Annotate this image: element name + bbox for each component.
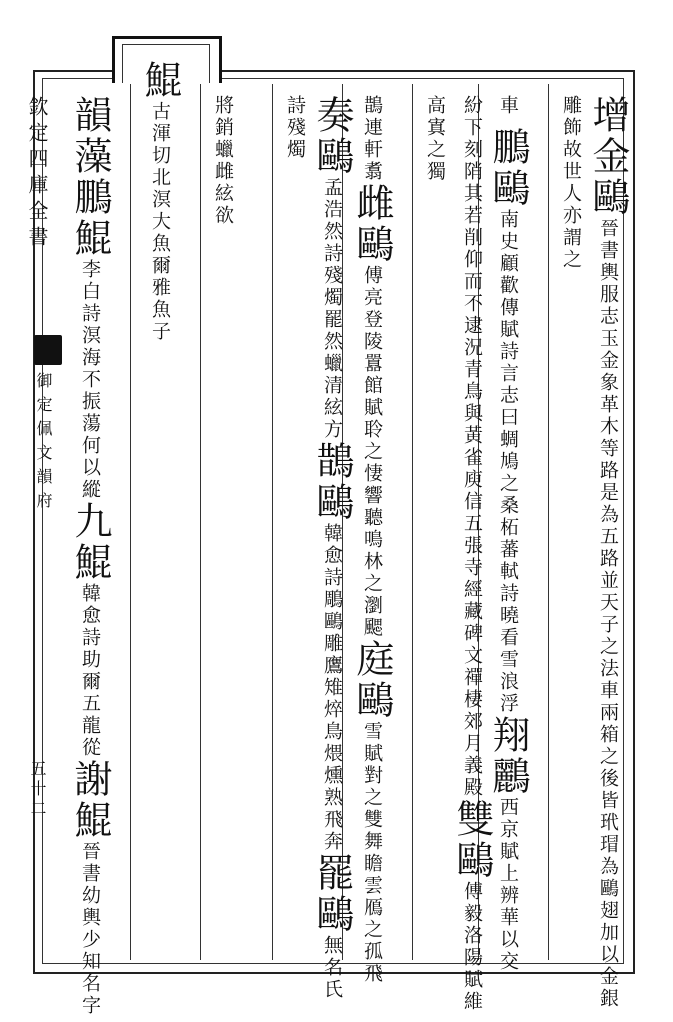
entry-text: 孟浩然詩殘燭罷然蠟清絃方	[321, 177, 343, 441]
text-column-3	[420, 95, 494, 1022]
entry-heading: 奏鷗	[310, 95, 354, 177]
column-divider	[548, 84, 549, 960]
entry-text: 古渾切北溟大魚爾雅魚子	[149, 101, 171, 343]
entry-text: 傅毅洛陽賦維高寘之獨	[424, 95, 483, 1013]
column-divider	[272, 84, 273, 960]
entry-text: 鵲連軒翥	[361, 95, 383, 183]
text-column-4	[350, 95, 394, 985]
column-divider	[412, 84, 413, 960]
entry-text: 車	[497, 95, 519, 117]
entry-text: 雪賦對之雙舞瞻雲鴈之孤飛	[361, 721, 383, 985]
entry-text: 李白詩溟海不振蕩何以縱	[79, 259, 101, 501]
entry-heading: 庭鷗	[350, 639, 394, 721]
page-number: 五十二	[28, 760, 47, 820]
side-subtitle: 御定佩文韻府	[34, 372, 53, 516]
column-divider	[130, 84, 131, 960]
entry-text: 韓愈詩鵰鷗雕鷹雉焠鳥煨燻熟飛奔	[321, 523, 343, 853]
side-black-mark	[34, 335, 62, 365]
entry-text: 傅亮登陵囂館賦聆之悽響聽鳴林之瀏颸	[361, 265, 383, 639]
entry-text: 無名氏詩殘燭	[284, 95, 343, 1001]
text-column-6	[208, 95, 238, 227]
side-title: 欽定四庫全書	[25, 96, 49, 252]
text-column-5	[280, 95, 354, 1022]
entry-heading: 雙鷗	[450, 799, 494, 881]
entry-heading: 韻藻鵬鯤	[68, 95, 112, 259]
entry-heading: 鯤	[138, 60, 182, 101]
entry-heading: 九鯤	[68, 501, 112, 583]
entry-text: 南史顧歡傳賦詩言志曰蜩鳩之桑柘蕃軾詩曉看雪浪浮	[497, 209, 519, 715]
entry-heading: 鵲鷗	[310, 441, 354, 523]
entry-text: 晉書輿服志玉金象革木等路是為五路並天子之法車兩箱之後皆玳瑁為鷗翅加以金銀雕飾故世人亦謂之	[560, 95, 619, 1010]
text-column-8	[68, 95, 112, 1017]
entry-text: 西京賦上辨華以交	[497, 797, 519, 973]
entry-text: 將銷蠟雌絃欲	[212, 95, 234, 227]
entry-text: 晉書幼輿少知名字	[79, 841, 101, 1017]
entry-heading: 謝鯤	[68, 759, 112, 841]
entry-text: 韓愈詩助爾五龍從	[79, 583, 101, 759]
text-column-1	[556, 95, 630, 1022]
entry-heading: 翔鸝	[486, 715, 530, 797]
entry-text: 紛下刻陗其若削仰而不逮況青鳥與黃雀庾信五張寺經藏碑文禪棲郊月義殿	[461, 95, 483, 799]
entry-heading: 增金鷗	[586, 95, 630, 218]
entry-heading: 雌鷗	[350, 183, 394, 265]
text-column-7	[138, 60, 182, 343]
entry-heading: 鵬鷗	[486, 127, 530, 209]
entry-heading: 罷鷗	[310, 853, 354, 935]
column-divider	[200, 84, 201, 960]
